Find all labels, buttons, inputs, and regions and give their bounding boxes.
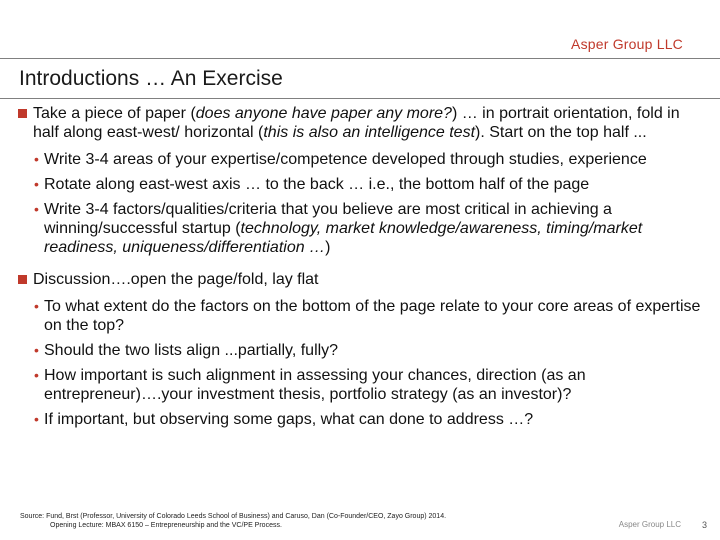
dot-bullet-icon: • xyxy=(34,201,39,217)
sub-bullet-text xyxy=(44,175,708,194)
footer-source-line-1: Source: Fund, Brst (Professor, University of Colorado Leeds School of Business) and Caruso, Dan (Co-Founder/CEO, Zayo Group) 2014. xyxy=(20,513,447,520)
title-divider xyxy=(0,98,720,99)
text-segment: ) … in portrait orientation, fold in half along east-west/ horizontal ( xyxy=(33,105,680,141)
sub-bullet-item xyxy=(18,150,708,169)
sub-bullet-text xyxy=(44,200,708,257)
sub-bullet-text xyxy=(44,410,708,429)
text-segment: Rotate along east-west axis … to the back … i.e., the bottom half of the page xyxy=(44,176,590,193)
text-segment: How important is such alignment in assessing your chances, direction (as an entrepreneur)….your investment thesis, portfolio strategy (as an investor)? xyxy=(44,367,586,403)
sub-bullet-item xyxy=(18,341,708,360)
text-segment: ). Start on the top half ... xyxy=(475,124,647,141)
bullet-item xyxy=(18,104,708,142)
sub-bullet-text xyxy=(44,297,708,335)
dot-bullet-icon: • xyxy=(34,367,39,383)
text-segment: Take a piece of paper ( xyxy=(33,105,196,122)
footer-brand: Asper Group LLC xyxy=(618,520,681,529)
bullet-item xyxy=(18,270,708,289)
text-segment: Discussion….open the page/fold, lay flat xyxy=(33,271,319,288)
sub-bullet-item xyxy=(18,200,708,257)
sub-bullet-item xyxy=(18,175,708,194)
bullet-text xyxy=(33,104,708,142)
bullet-text xyxy=(33,270,708,289)
sub-bullet-item xyxy=(18,297,708,335)
dot-bullet-icon: • xyxy=(34,298,39,314)
dot-bullet-icon: • xyxy=(34,151,39,167)
footer-source-line-2: Opening Lecture: MBAX 6150 – Entrepreneurship and the VC/PE Process. xyxy=(50,522,282,529)
text-segment: To what extent do the factors on the bottom of the page relate to your core areas of expertise on the top? xyxy=(44,298,701,334)
dot-bullet-icon: • xyxy=(34,411,39,427)
sub-bullet-text xyxy=(44,341,708,360)
footer-source xyxy=(20,512,540,530)
text-segment: If important, but observing some gaps, what can done to address …? xyxy=(44,411,534,428)
text-segment: Should the two lists align ...partially, fully? xyxy=(44,342,339,359)
text-segment: ) xyxy=(325,239,331,256)
slide-title: Introductions … An Exercise xyxy=(19,67,283,90)
sub-bullet-text xyxy=(44,366,708,404)
emphasis-text: this is also an intelligence test xyxy=(263,124,476,141)
square-bullet-icon xyxy=(18,109,27,118)
square-bullet-icon xyxy=(18,275,27,284)
sub-bullet-text xyxy=(44,150,708,169)
header-brand: Asper Group LLC xyxy=(571,36,683,52)
emphasis-text: does anyone have paper any more? xyxy=(195,105,452,122)
emphasis-text: technology, market knowledge/awareness, timing/market readiness, uniqueness/differentiation … xyxy=(44,220,643,256)
header-divider xyxy=(0,58,720,59)
text-segment: Write 3-4 areas of your expertise/competence developed through studies, experience xyxy=(44,151,647,168)
text-segment: Write 3-4 factors/qualities/criteria that you believe are most critical in achieving a winning/successful startup ( xyxy=(44,201,612,237)
page-number: 3 xyxy=(701,520,707,530)
slide-body xyxy=(18,104,708,429)
sub-bullet-item xyxy=(18,366,708,404)
dot-bullet-icon: • xyxy=(34,342,39,358)
dot-bullet-icon: • xyxy=(34,176,39,192)
sub-bullet-item xyxy=(18,410,708,429)
